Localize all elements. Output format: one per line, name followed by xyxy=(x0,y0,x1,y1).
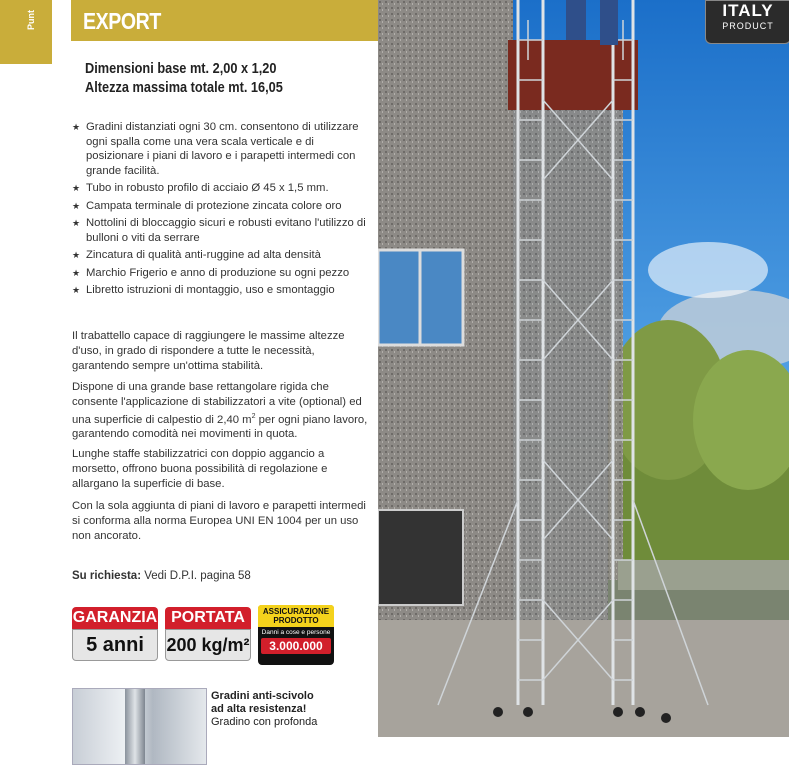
feature-item: ★ Zincatura di qualità anti-ruggine ad alta densità xyxy=(72,249,321,261)
dimensions xyxy=(85,60,283,98)
capacity-badge xyxy=(165,607,251,665)
feature-item: ★ Tubo in robusto profilo di acciaio Ø 45 x 1,5 mm. xyxy=(72,182,329,194)
warranty-title: GARANZIA xyxy=(72,607,158,629)
insurance-badge xyxy=(258,605,334,665)
description-p3: Lunghe staffe stabilizzatrici con doppio aggancio a morsetto, offrono buona possibilità di regolazione e allargano la superficie di base. xyxy=(72,448,328,490)
warranty-badge xyxy=(72,607,158,665)
step-detail-image xyxy=(72,688,207,765)
feature-item: ★ Libretto istruzioni di montaggio, uso e smontaggio xyxy=(72,284,335,296)
description-p1: Il trabattello capace di raggiungere le massime altezze d'uso, in grado di rispondere a tutte le necessità, garantendo sempre un'ottima stabilità. xyxy=(72,330,345,372)
side-tab[interactable] xyxy=(0,0,52,64)
star-icon: ★ xyxy=(72,218,81,228)
insurance-sub: Danni a cose e persone xyxy=(261,629,331,636)
star-icon: ★ xyxy=(72,250,81,260)
star-icon: ★ xyxy=(72,267,81,278)
product-title: EXPORT xyxy=(83,8,161,34)
feature-item: ★ Marchio Frigerio e anno di produzione su ogni pezzo xyxy=(72,266,350,279)
feature-item: ★ Nottolini di bloccaggio sicuri e robusti evitano l'utilizzo di bulloni o viti da serrare xyxy=(72,217,366,244)
dimensions-base: Dimensioni base mt. 2,00 x 1,20 xyxy=(85,61,277,77)
on-request-value[interactable]: Vedi D.P.I. pagina 58 xyxy=(144,570,251,582)
side-tab-label: Punt xyxy=(26,10,36,30)
title-bar xyxy=(71,0,378,41)
on-request-label: Su richiesta: xyxy=(72,570,142,582)
description-p4: Con la sola aggiunta di piani di lavoro e parapetti intermedi si conforma alla norma Europea UNI EN 1004 per un uso non ancorato. xyxy=(72,500,366,542)
capacity-value: 200 kg/m² xyxy=(165,629,251,661)
insurance-title: ASSICURAZIONE PRODOTTO xyxy=(258,605,334,627)
star-icon: ★ xyxy=(72,183,81,193)
dimensions-height: Altezza massima totale mt. 16,05 xyxy=(85,80,283,96)
feature-item: ★ Gradini distanziati ogni 30 cm. consentono di utilizzare ogni spalla come una vera scala verticale e di posizionare i piani di lavoro e i parapetti intermedi con grande facilità. xyxy=(72,121,359,177)
capacity-title: PORTATA xyxy=(165,607,251,629)
italy-product-logo: ITALY PRODUCT xyxy=(705,0,789,44)
scaffold-photo xyxy=(378,0,789,737)
warranty-value: 5 anni xyxy=(72,629,158,661)
feature-list xyxy=(72,120,372,301)
description-p2: Dispone di una grande base rettangolare rigida che consente l'applicazione di stabilizzatori a vite (optional) ed una superficie di calpestio di 2,40 $m^2$ per ogni piano lavoro, garantendo comodità nei movimenti in quota. xyxy=(72,381,368,441)
star-icon: ★ xyxy=(72,200,81,211)
insurance-value: 3.000.000 xyxy=(261,638,331,654)
anti-slip-note: Gradini anti-scivolo ad alta resistenza! Gradino con profonda xyxy=(211,690,318,728)
feature-item: ★ Campata terminale di protezione zincata colore oro xyxy=(72,199,342,212)
star-icon: ★ xyxy=(72,122,81,132)
on-request xyxy=(72,570,251,582)
star-icon: ★ xyxy=(72,285,81,295)
